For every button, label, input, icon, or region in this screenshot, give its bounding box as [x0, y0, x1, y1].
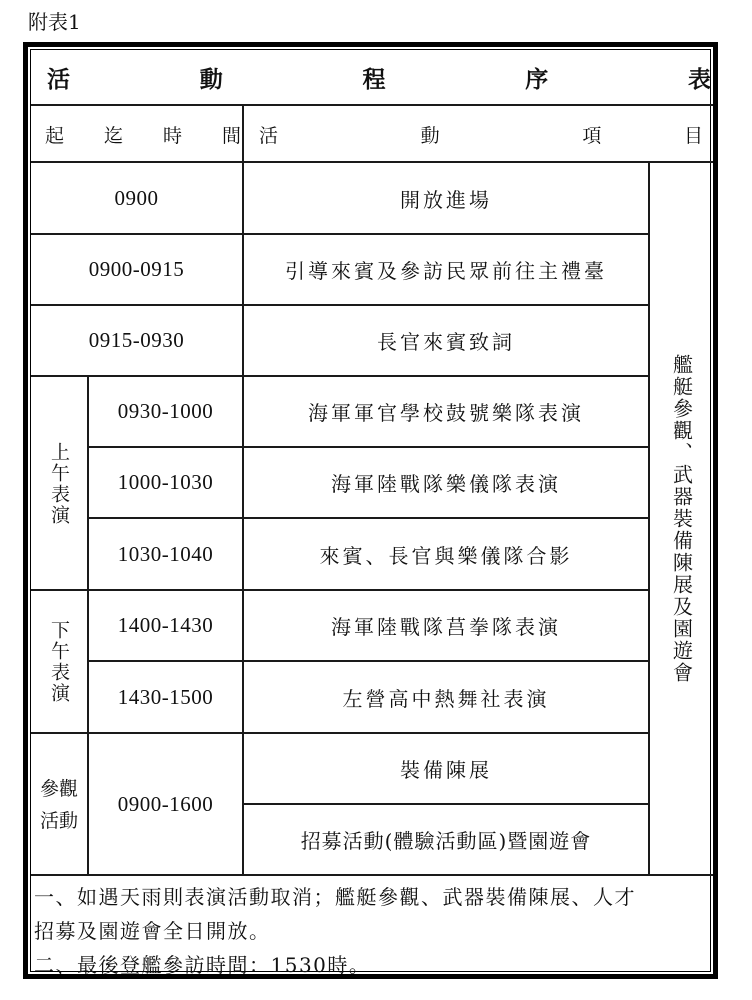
title-char: 程	[362, 66, 386, 93]
header-time-column	[31, 106, 243, 162]
title-char: 序	[525, 66, 549, 93]
group-cell-afternoon	[31, 591, 87, 732]
time-cell: 0900-1600	[117, 792, 214, 816]
time-cell: 1430-1500	[117, 684, 214, 709]
group-label: 上午表演	[48, 441, 70, 526]
header-char: 目	[683, 124, 703, 147]
group-label: 活動	[39, 809, 78, 832]
activity-cell: 海軍陸戰隊樂儀隊表演	[331, 472, 561, 496]
header-char: 迄	[103, 124, 123, 147]
header-char: 項	[582, 124, 602, 147]
activity-cell: 海軍軍官學校鼓號樂隊表演	[308, 401, 584, 425]
time-cell: 0900-0915	[88, 257, 185, 281]
activity-cell: 長官來賓致詞	[377, 330, 515, 354]
group-cell-visit	[31, 734, 87, 875]
activity-cell: 來賓、長官與樂儀隊合影	[319, 543, 573, 568]
time-cell: 1400-1430	[117, 613, 214, 637]
group-label: 下午表演	[48, 619, 70, 704]
title-char: 表	[688, 66, 711, 93]
notes-section	[31, 876, 710, 976]
group-cell-morning	[31, 377, 87, 590]
side-column-cell	[650, 163, 713, 874]
title-char: 動	[199, 66, 223, 93]
group-label: 參觀	[39, 777, 78, 800]
activity-cell: 左營高中熱舞社表演	[342, 686, 550, 711]
table-title	[31, 50, 713, 105]
time-cell: 1000-1030	[117, 470, 214, 494]
note-line: 一、如遇天雨則表演活動取消；艦艇參觀、武器裝備陳展、人才	[34, 885, 636, 909]
activity-cell: 引導來賓及參訪民眾前往主禮臺	[285, 259, 607, 283]
activity-cell: 開放進場	[400, 187, 492, 212]
schedule-table	[23, 42, 718, 979]
time-cell: 0930-1000	[117, 399, 214, 423]
schedule-table-inner	[30, 49, 711, 977]
header-char: 時	[162, 124, 182, 147]
note-line: 招募及園遊會全日開放。	[34, 919, 271, 943]
activity-cell: 裝備陳展	[400, 758, 492, 782]
header-char: 動	[420, 124, 440, 147]
activity-cell: 招募活動(體驗活動區)暨園遊會	[300, 829, 592, 853]
header-char: 活	[259, 124, 279, 147]
time-cell: 0915-0930	[88, 328, 185, 352]
title-char: 活	[47, 66, 70, 93]
time-cell: 1030-1040	[117, 541, 214, 566]
header-char: 間	[221, 124, 241, 147]
note-line: 二、最後登艦參訪時間：1530時。	[34, 953, 371, 977]
activity-cell: 海軍陸戰隊莒拳隊表演	[331, 615, 561, 639]
header-char: 起	[45, 124, 65, 147]
table-caption: 附表1	[28, 10, 81, 34]
header-activity-column	[245, 106, 713, 162]
side-column-text: 艦艇參觀、武器裝備陳展及園遊會	[669, 353, 694, 684]
time-cell: 0900	[114, 185, 159, 210]
